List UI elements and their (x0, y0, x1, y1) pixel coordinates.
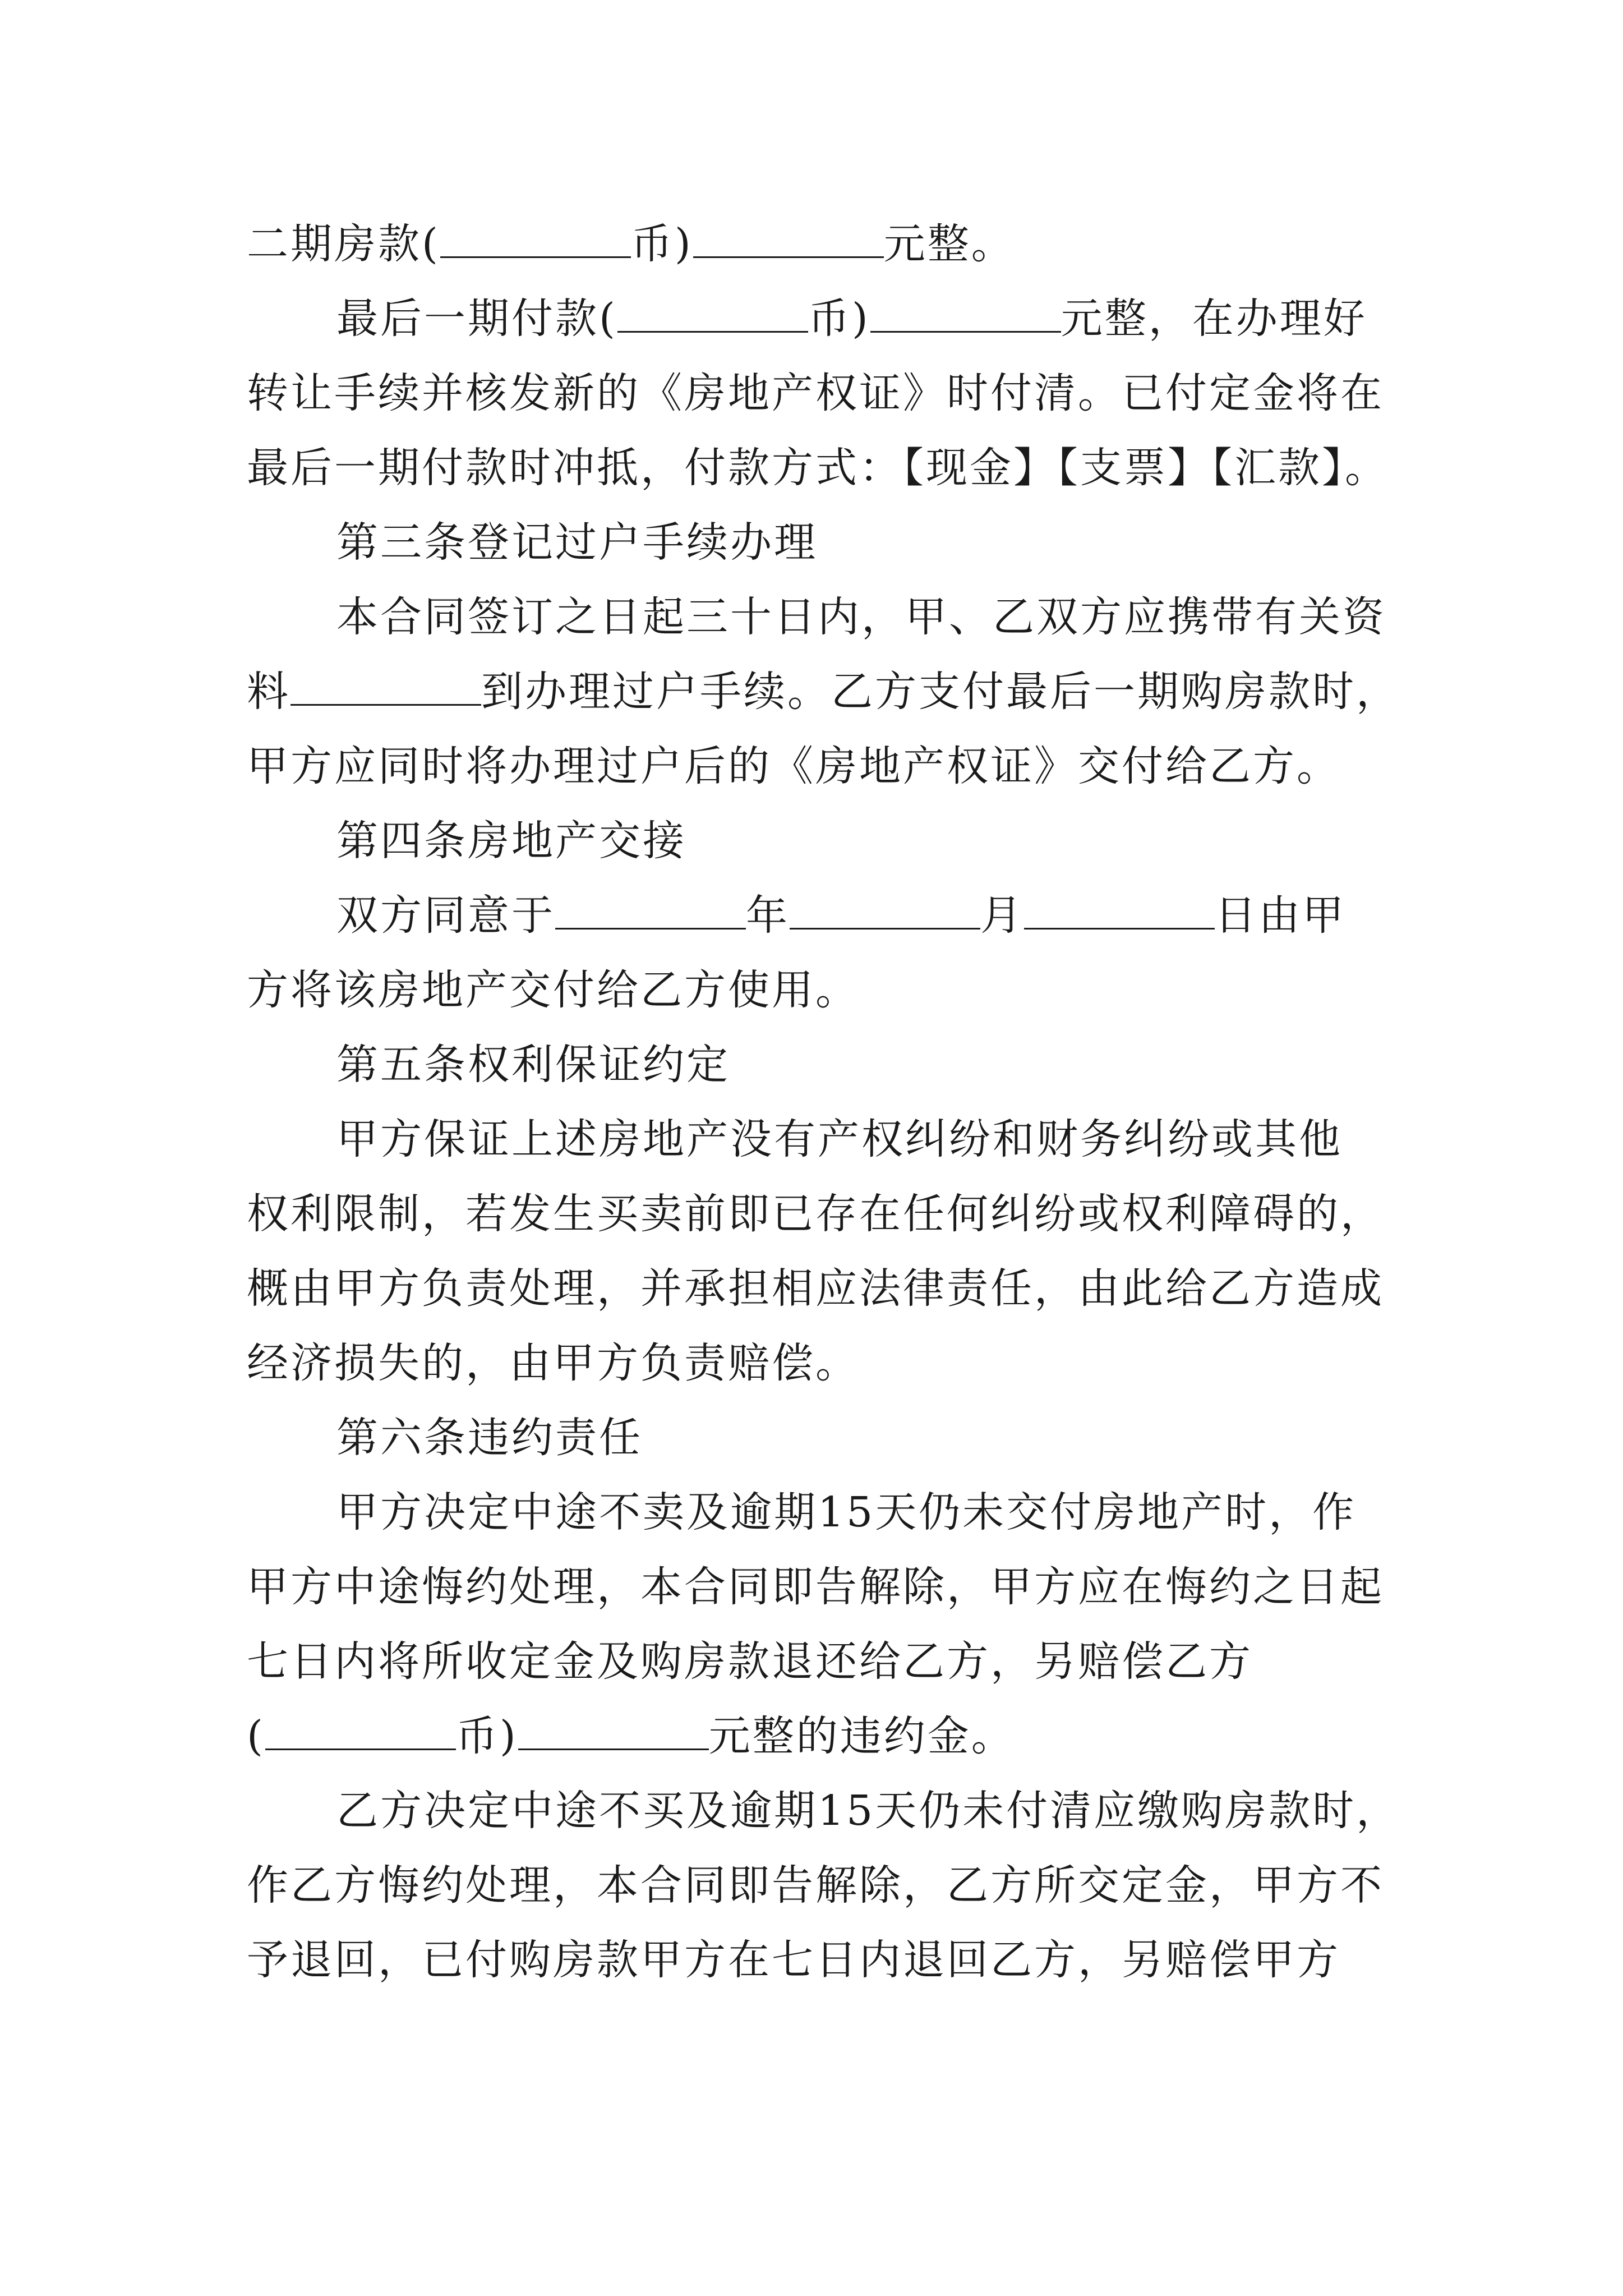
paragraph-line: 本合同签订之日起三十日内，甲、乙双方应携带有关资 (336, 593, 1386, 641)
text-run: 到办理过户手续。乙方支付最后一期购房款时， (481, 668, 1400, 716)
text-run: 日由甲 (1215, 891, 1346, 940)
paragraph-line (247, 213, 1391, 275)
text-run: ( (247, 1712, 265, 1760)
section-heading: 第五条权利保证约定 (336, 1041, 730, 1089)
section-heading: 第六条违约责任 (336, 1414, 643, 1462)
paragraph-line (247, 661, 1400, 723)
paragraph-line: 甲方保证上述房地产没有产权纠纷和财务纠纷或其他 (336, 1115, 1343, 1163)
fill-in-blank (693, 215, 884, 258)
fill-in-blank (265, 1707, 456, 1750)
paragraph-line: 方将该房地产交付给乙方使用。 (247, 966, 859, 1014)
paragraph-line: 转让手续并核发新的《房地产权证》时付清。已付定金将在 (247, 369, 1384, 417)
text-run: 二期房款( (247, 220, 440, 268)
text-run: 元整。 (883, 220, 1015, 268)
section-heading: 第三条登记过户手续办理 (336, 518, 818, 567)
paragraph-line (336, 288, 1391, 349)
paragraph-line: 权利限制，若发生买卖前即已存在任何纠纷或权利障碍的， (247, 1190, 1384, 1238)
text-run: 元整，在办理好 (1061, 295, 1367, 343)
section-heading: 第四条房地产交接 (336, 817, 686, 865)
text-run: 最后一期付款( (336, 295, 617, 343)
text-run: 双方同意于 (336, 891, 555, 940)
text-run: 料 (247, 668, 291, 716)
text-run: 年 (746, 891, 790, 940)
paragraph-line (247, 1705, 1391, 1767)
fill-in-blank (790, 886, 980, 930)
fill-in-blank (440, 215, 631, 258)
text-run: 元整的违约金。 (708, 1712, 1015, 1760)
fill-in-blank (870, 289, 1061, 333)
paragraph-line: 最后一期付款时冲抵，付款方式：【现金】【支票】【汇款】。 (247, 444, 1389, 492)
fill-in-blank (555, 886, 746, 930)
paragraph-line: 经济损失的，由甲方负责赔偿。 (247, 1339, 859, 1387)
paragraph-line (336, 885, 1391, 946)
paragraph-line: 作乙方悔约处理，本合同即告解除，乙方所交定金，甲方不 (247, 1861, 1384, 1910)
paragraph-line: 甲方中途悔约处理，本合同即告解除，甲方应在悔约之日起 (247, 1563, 1384, 1611)
fill-in-blank (1024, 886, 1215, 930)
text-run: 币) (455, 1712, 518, 1760)
fill-in-blank (291, 662, 481, 706)
paragraph-line: 七日内将所收定金及购房款退还给乙方，另赔偿乙方 (247, 1637, 1253, 1686)
paragraph-line: 概由甲方负责处理，并承担相应法律责任，由此给乙方造成 (247, 1264, 1384, 1313)
paragraph-line: 甲方决定中途不卖及逾期15天仍未交付房地产时，作 (336, 1488, 1357, 1536)
text-run: 币) (630, 220, 693, 268)
fill-in-blank (518, 1707, 709, 1750)
fill-in-blank (617, 289, 808, 333)
paragraph-line: 甲方应同时将办理过户后的《房地产权证》交付给乙方。 (247, 742, 1340, 790)
paragraph-line: 乙方决定中途不买及逾期15天仍未付清应缴购房款时， (336, 1787, 1400, 1835)
paragraph-line: 予退回，已付购房款甲方在七日内退回乙方，另赔偿甲方 (247, 1936, 1340, 1984)
text-run: 币) (808, 295, 870, 343)
text-run: 月 (980, 891, 1024, 940)
